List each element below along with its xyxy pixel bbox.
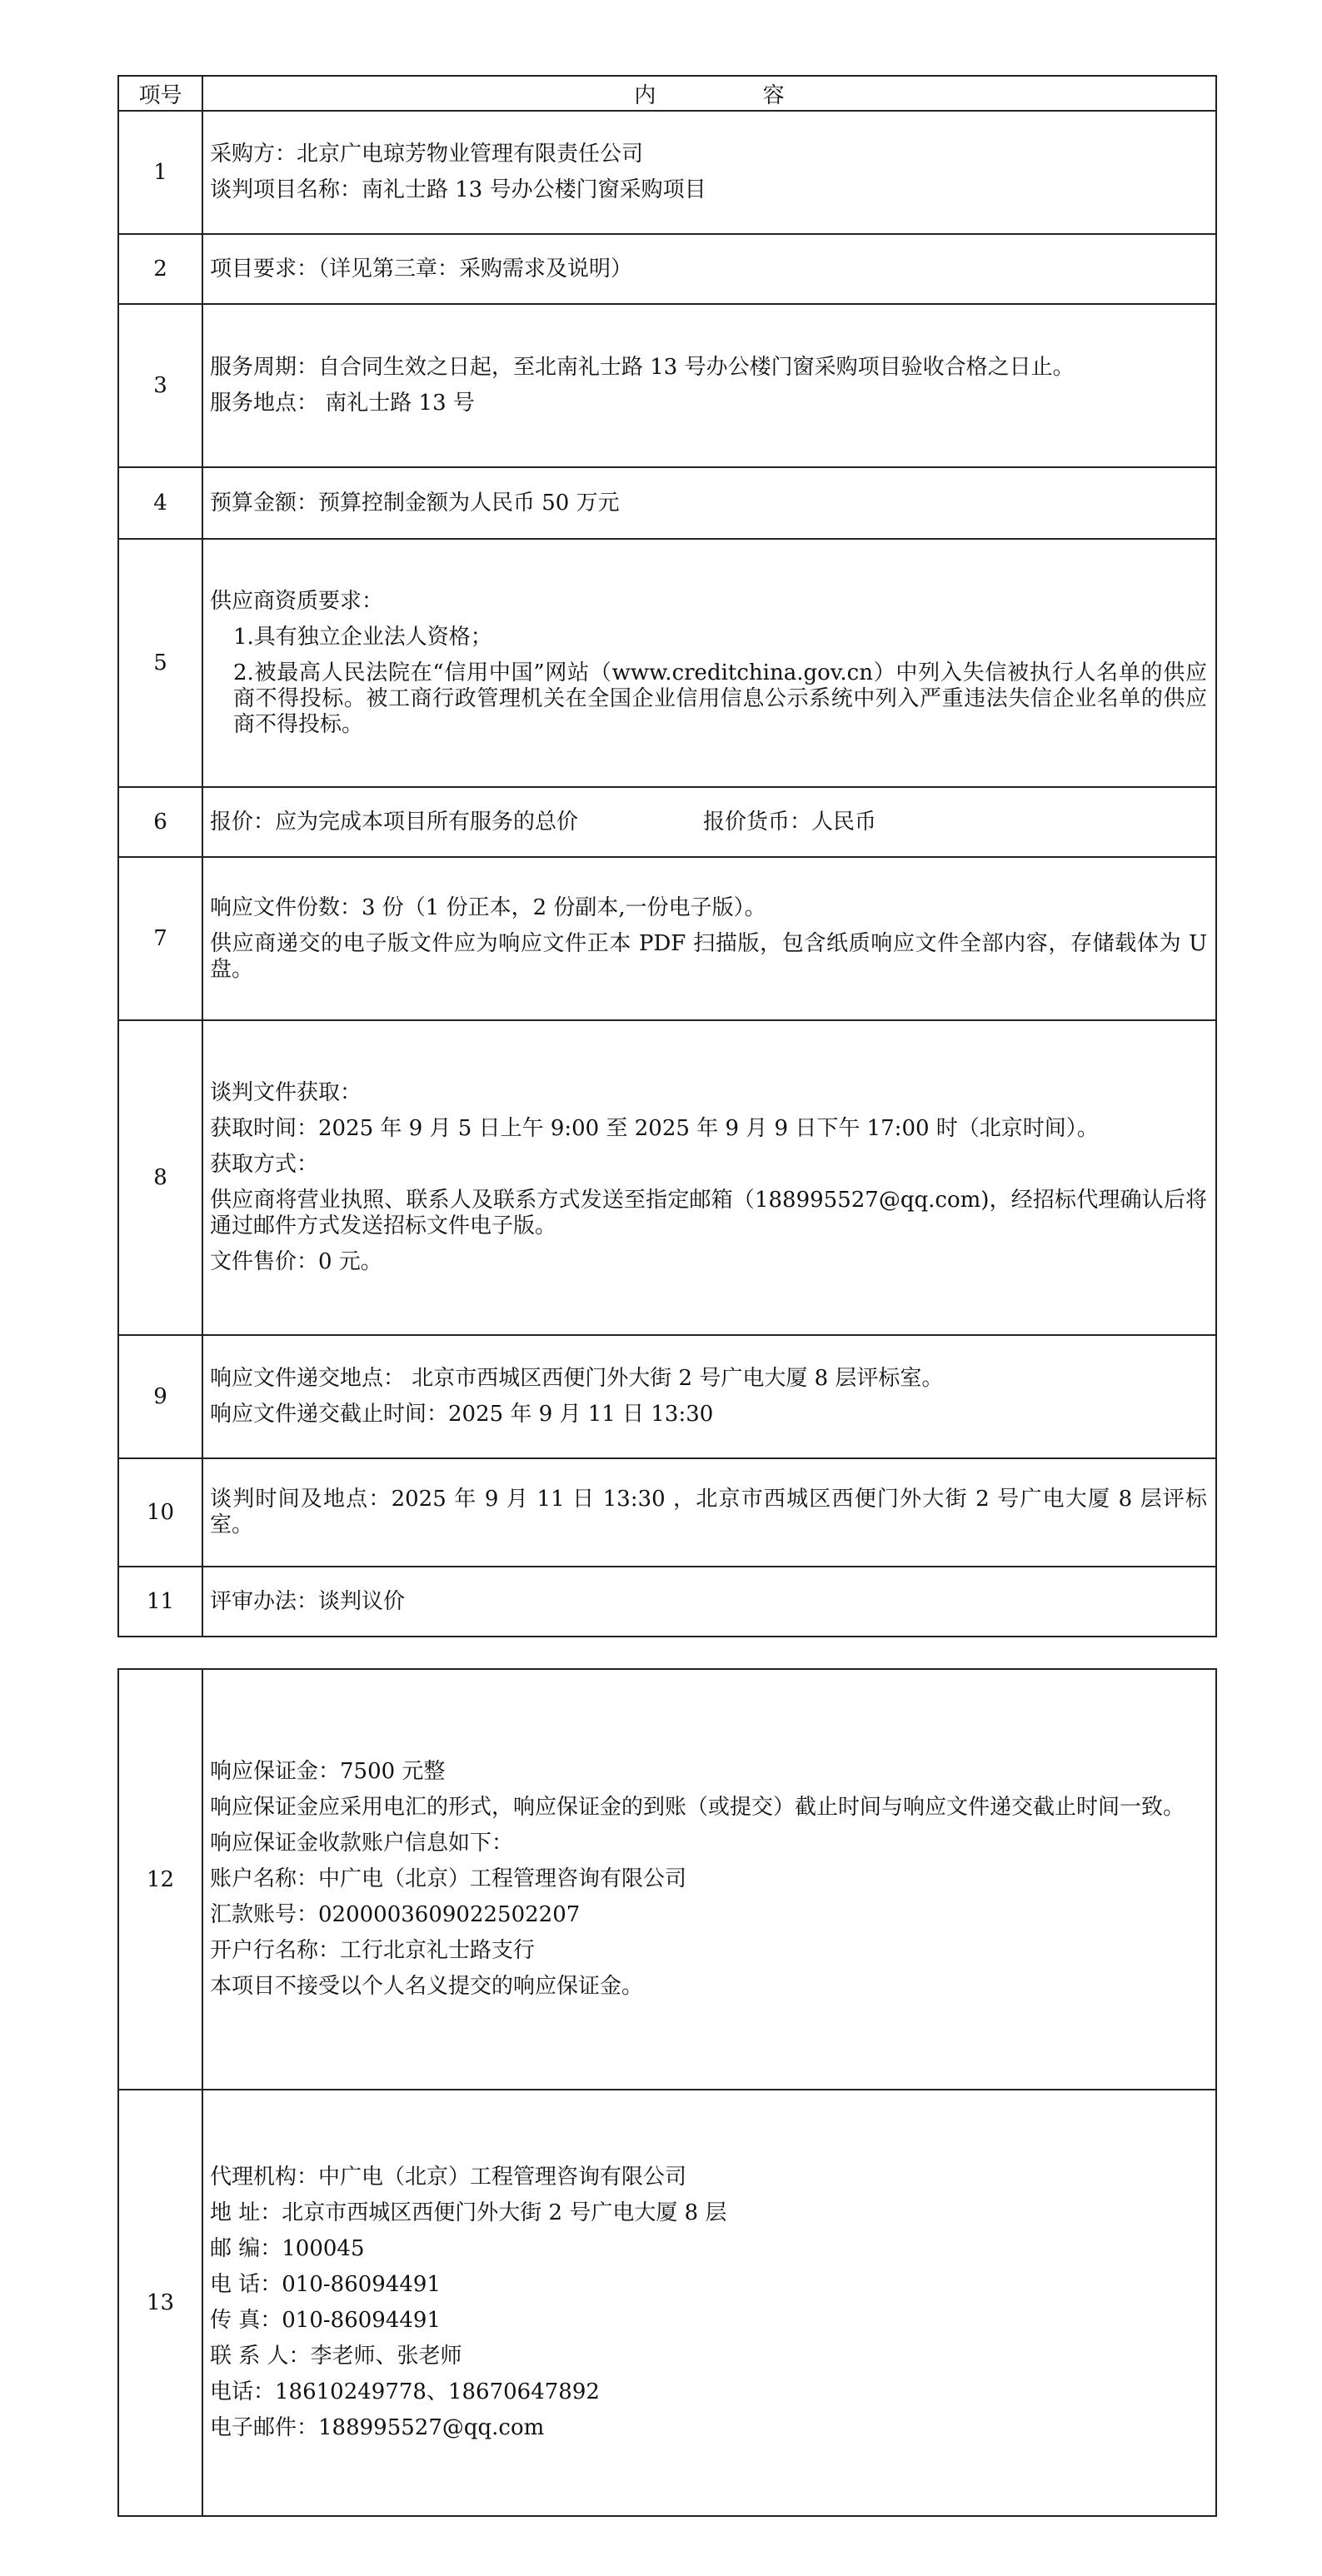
row-number: 7: [118, 857, 202, 1020]
row-content: [202, 234, 1216, 304]
row-content: [202, 304, 1216, 467]
deposit-method: 响应保证金应采用电汇的形式，响应保证金的到账（或提交）截止时间与响应文件递交截止时间一致。: [210, 1795, 1185, 1820]
row-number: 10: [118, 1458, 202, 1567]
table-row: [118, 1335, 1216, 1458]
table-row: [118, 467, 1216, 539]
purchaser: 采购方：北京广电琼芳物业管理有限责任公司: [210, 142, 644, 167]
row-content: [202, 2090, 1216, 2516]
row-number: 2: [118, 234, 202, 304]
qualification-item: 1.具有独立企业法人资格；: [233, 624, 492, 650]
row-content: [202, 1567, 1216, 1637]
account-number: 汇款账号：0200003609022502207: [210, 1902, 581, 1927]
submission-location: 响应文件递交地点： 北京市西城区西便门外大街 2 号广电大厦 8 层评标室。: [210, 1366, 944, 1391]
document-price: 文件售价：0 元。: [210, 1249, 382, 1274]
acquisition-time: 获取时间：2025 年 9 月 5 日上午 9:00 至 2025 年 9 月 9 日下午 17:00 时（北京时间）。: [210, 1116, 1099, 1141]
agency-contact: 联 系 人：李老师、张老师: [210, 2344, 462, 2369]
header-item-no: 项号: [118, 76, 202, 111]
project-requirements: 项目要求：（详见第三章：采购需求及说明）: [210, 256, 633, 282]
document-acquisition-title: 谈判文件获取：: [210, 1080, 362, 1105]
table-row: [118, 2090, 1216, 2516]
contact-email: 电子邮件：188995527@qq.com: [210, 2415, 545, 2440]
negotiation-time-location: 谈判时间及地点：2025 年 9 月 11 日 13:30 ，北京市西城区西便门外大街 2 号广电大厦 8 层评标室。: [210, 1487, 1207, 1537]
budget-amount: 预算金额：预算控制金额为人民币 50 万元: [210, 490, 620, 516]
supplier-qualification-title: 供应商资质要求：: [210, 588, 384, 614]
row-content: [202, 467, 1216, 539]
row-number: 6: [118, 787, 202, 857]
row-content: [202, 787, 1216, 857]
row-content: [202, 1335, 1216, 1458]
service-location: 服务地点： 南礼士路 13 号: [210, 391, 475, 416]
table-row: [118, 1567, 1216, 1637]
row-number: 12: [118, 1669, 202, 2090]
account-name: 账户名称：中广电（北京）工程管理咨询有限公司: [210, 1866, 687, 1891]
row-number: 9: [118, 1335, 202, 1458]
table-row: [118, 1669, 1216, 2090]
quote-line: [210, 810, 1207, 835]
qualification-item: 2.被最高人民法院在“信用中国”网站（www.creditchina.gov.cn）中列入失信被执行人名单的供应商不得投标。被工商行政管理机关在全国企业信用信息公示系统中列入严重违法失信企业名单的供应商不得投标。: [233, 660, 1207, 737]
row-number: 5: [118, 539, 202, 787]
quote-text: 报价：应为完成本项目所有服务的总价: [210, 809, 579, 835]
table-row: [118, 857, 1216, 1020]
table-row: [118, 234, 1216, 304]
table-row: [118, 111, 1216, 234]
contact-phone: 电话：18610249778、18670647892: [210, 2379, 600, 2404]
row-number: 8: [118, 1020, 202, 1335]
row-content: [202, 111, 1216, 234]
row-content: [202, 1669, 1216, 2090]
acquisition-method: 供应商将营业执照、联系人及联系方式发送至指定邮箱（188995527@qq.com)，经招标代理确认后将通过邮件方式发送招标文件电子版。: [210, 1188, 1207, 1238]
agency-phone: 电 话：010-86094491: [210, 2272, 441, 2297]
deposit-amount: 响应保证金：7500 元整: [210, 1759, 446, 1784]
row-number: 3: [118, 304, 202, 467]
table-row: [118, 539, 1216, 787]
acquisition-method-title: 获取方式：: [210, 1152, 319, 1177]
response-copies: 响应文件份数：3 份（1 份正本，2 份副本,一份电子版）。: [210, 894, 766, 920]
table-row: [118, 787, 1216, 857]
row-number: 4: [118, 467, 202, 539]
bank-name: 开户行名称：工行北京礼士路支行: [210, 1938, 536, 1963]
row-number: 11: [118, 1567, 202, 1637]
table-header-row: [118, 76, 1216, 111]
agency-postcode: 邮 编：100045: [210, 2236, 365, 2261]
row-number: 1: [118, 111, 202, 234]
row-content: [202, 1020, 1216, 1335]
submission-deadline: 响应文件递交截止时间：2025 年 9 月 11 日 13:30: [210, 1402, 714, 1427]
row-number: 13: [118, 2090, 202, 2516]
service-period: 服务周期：自合同生效之日起，至北南礼士路 13 号办公楼门窗采购项目验收合格之日止。: [210, 355, 1075, 380]
table-row: [118, 1458, 1216, 1567]
agency-name: 代理机构：中广电（北京）工程管理咨询有限公司: [210, 2165, 687, 2190]
table-row: [118, 304, 1216, 467]
table-row: [118, 1020, 1216, 1335]
row-content: [202, 539, 1216, 787]
row-content: [202, 1458, 1216, 1567]
deposit-note: 本项目不接受以个人名义提交的响应保证金。: [210, 1974, 644, 1999]
quote-currency: 报价货币：人民币: [703, 809, 877, 835]
deposit-account-title: 响应保证金收款账户信息如下：: [210, 1831, 514, 1856]
procurement-table-part1: [117, 75, 1217, 1637]
evaluation-method: 评审办法：谈判议价: [210, 1588, 406, 1614]
procurement-table-part2: [117, 1668, 1217, 2517]
agency-fax: 传 真：010-86094491: [210, 2308, 441, 2333]
header-content: 内 容: [202, 76, 1216, 111]
electronic-file-note: 供应商递交的电子版文件应为响应文件正本 PDF 扫描版，包含纸质响应文件全部内容，存储载体为 U 盘。: [210, 930, 1207, 982]
agency-address: 地 址：北京市西城区西便门外大街 2 号广电大厦 8 层: [210, 2200, 727, 2225]
project-name: 谈判项目名称：南礼士路 13 号办公楼门窗采购项目: [210, 177, 706, 202]
row-content: [202, 857, 1216, 1020]
